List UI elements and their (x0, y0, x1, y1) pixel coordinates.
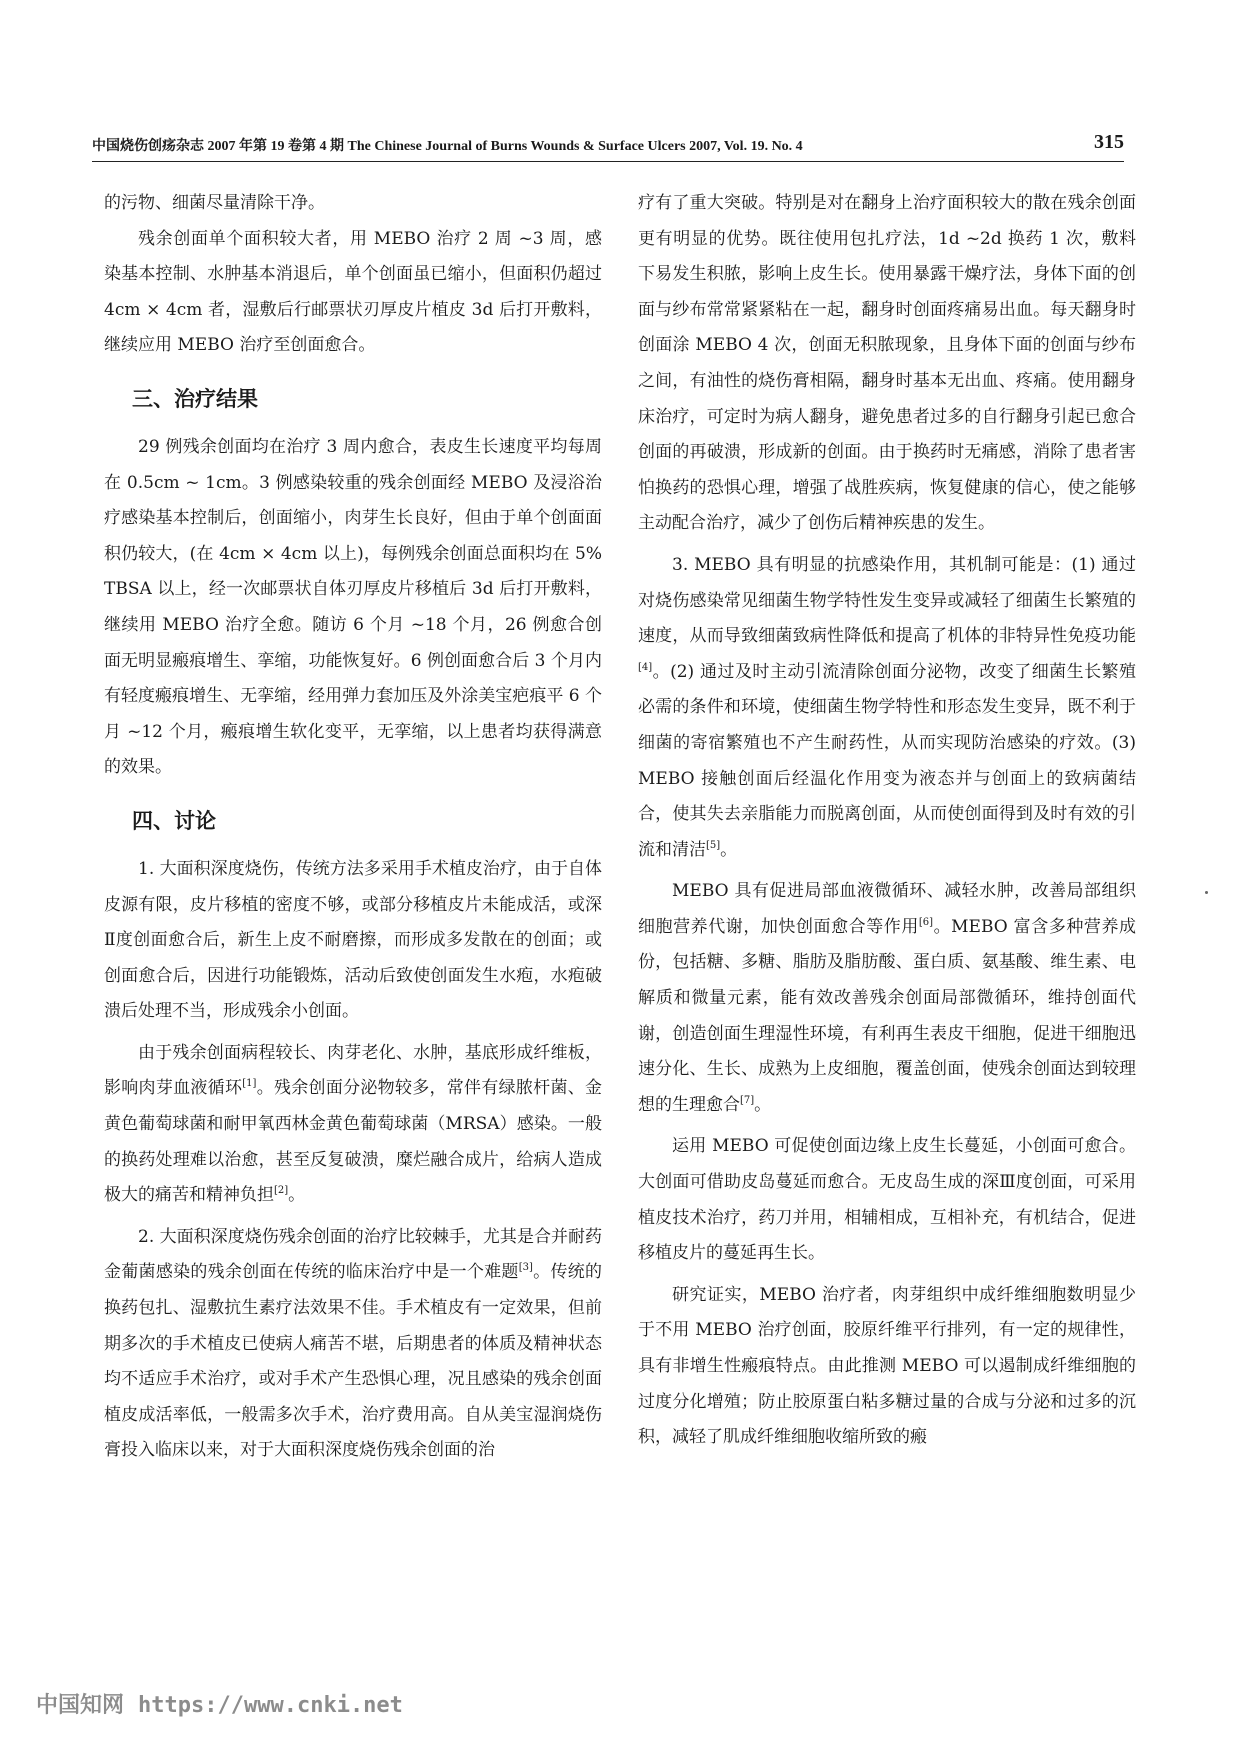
paragraph: 29 例残余创面均在治疗 3 周内愈合，表皮生长速度平均每周在 0.5cm ~ 1cm。3 例感染较重的残余创面经 MEBO 及浸浴治疗感染基本控制后，创面缩小，肉芽生长良好，但由于单个创面面积仍较大，(在 4cm × 4cm 以上)，每例残余创面总面积均在 5% TBSA 以上，经一次邮票状自体刃厚皮片移植后 3d 后打开敷料，继续用 MEBO 治疗全愈。随访 6 个月 ~18 个月，26 例愈合创面无明显瘢痕增生、挛缩，功能恢复好。6 例创面愈合后 3 个月内有轻度瘢痕增生、无挛缩，经用弹力套加压及外涂美宝疤痕平 6 个月 ~12 个月，瘢痕增生软化变平，无挛缩，以上患者均获得满意的效果。 (104, 436, 602, 778)
paragraph (104, 1036, 602, 1214)
paragraph-text: 。 (288, 1185, 306, 1206)
journal-running-head: 中国烧伤创疡杂志 2007 年第 19 卷第 4 期 The Chinese Journal of Burns Wounds & Surface Ulcers 2007, Vol. 19. No. 4 (92, 139, 803, 154)
right-column (638, 186, 1136, 1456)
margin-speck (1205, 891, 1208, 894)
paragraph: 1. 大面积深度烧伤，传统方法多采用手术植皮治疗，由于自体皮源有限，皮片移植的密度不够，或部分移植皮片未能成活，或深Ⅱ度创面愈合后，新生上皮不耐磨擦，而形成多发散在的创面；或创面愈合后，因进行功能锻炼，活动后致使创面发生水疱，水疱破溃后处理不当，形成残余小创面。 (104, 858, 602, 1022)
paragraph-text: 。传统的换药包扎、湿敷抗生素疗法效果不佳。手术植皮有一定效果，但前期多次的手术植皮已使病人痛苦不堪，后期患者的体质及精神状态均不适应手术治疗，或对手术产生恐惧心理，况且感染的残余创面植皮成活率低，一般需多次手术，治疗费用高。自从美宝湿润烧伤膏投入临床以来，对于大面积深度烧伤残余创面的治 (104, 1262, 603, 1461)
running-header (92, 133, 1124, 162)
citation-ref: [2] (274, 1185, 289, 1197)
paragraph-text: 。 (754, 1094, 772, 1115)
paragraph-text: 2. 大面积深度烧伤残余创面的治疗比较棘手，尤其是合并耐药金葡菌感染的残余创面在传统的临床治疗中是一个难题 (104, 1226, 602, 1283)
watermark-url: https://www.cnki.net (138, 1693, 403, 1718)
watermark-site-name: 中国知网 (36, 1693, 125, 1718)
left-column (104, 186, 602, 1469)
paragraph-text: MEBO 具有促进局部血液微循环、减轻水肿，改善局部组织细胞营养代谢，加快创面愈合等作用 (638, 881, 1136, 937)
citation-ref: [5] (706, 839, 721, 851)
paragraph-text: 。残余创面分泌物较多，常伴有绿脓杆菌、金黄色葡萄球菌和耐甲氧西林金黄色葡萄球菌（MRSA）感染。一般的换药处理难以治愈，甚至反复破溃，糜烂融合成片，给病人造成极大的痛苦和精神负担 (104, 1078, 603, 1206)
paragraph-text: 。 (720, 839, 738, 860)
section-heading-results: 三、治疗结果 (132, 386, 258, 411)
paragraph (638, 548, 1136, 868)
citation-ref: [1] (242, 1078, 257, 1090)
paragraph: 残余创面单个面积较大者，用 MEBO 治疗 2 周 ~3 周，感染基本控制、水肿基本消退后，单个创面虽已缩小，但面积仍超过 4cm × 4cm 者，湿敷后行邮票状刃厚皮片植皮 3d 后打开敷料，继续应用 MEBO 治疗至创面愈合。 (104, 228, 602, 356)
paragraph (104, 1220, 602, 1469)
citation-ref: [4] (638, 661, 653, 673)
section-heading-discussion: 四、讨论 (132, 808, 216, 833)
paragraph: 疗有了重大突破。特别是对在翻身上治疗面积较大的散在残余创面更有明显的优势。既往使用包扎疗法，1d ~2d 换药 1 次，敷料下易发生积脓，影响上皮生长。使用暴露干燥疗法，身体下面的创面与纱布常常紧紧粘在一起，翻身时创面疼痛易出血。每天翻身时创面涂 MEBO 4 次，创面无积脓现象，且身体下面的创面与纱布之间，有油性的烧伤膏相隔，翻身时基本无出血、疼痛。使用翻身床治疗，可定时为病人翻身，避免患者过多的自行翻身引起已愈合创面的再破溃，形成新的创面。由于换药时无痛感，消除了患者害怕换药的恐惧心理，增强了战胜疾病，恢复健康的信心，使之能够主动配合治疗，减少了创伤后精神疾患的发生。 (638, 193, 1136, 534)
paragraph-text: 。(2) 通过及时主动引流清除创面分泌物，改变了细菌生长繁殖必需的条件和环境，使细菌生物学特性和形态发生变异，既不利于细菌的寄宿繁殖也不产生耐药性，从而实现防治感染的疗效。(3) MEBO 接触创面后经温化作用变为液态并与创面上的致病菌结合，使其失去亲脂能力而脱离创面，从而使创面得到及时有效的引流和清洁 (638, 661, 1136, 860)
paragraph-text: 3. MEBO 具有明显的抗感染作用，其机制可能是：(1) 通过对烧伤感染常见细菌生物学特性发生变异或减轻了细菌生长繁殖的速度，从而导致细菌致病性降低和提高了机体的非特异性免疫功能 (638, 554, 1136, 647)
paragraph-text: 由于残余创面病程较长、肉芽老化、水肿，基底形成纤维板，影响肉芽血液循环 (104, 1042, 602, 1099)
paragraph: 研究证实，MEBO 治疗者，肉芽组织中成纤维细胞数明显少于不用 MEBO 治疗创面，胶原纤维平行排列，有一定的规律性，具有非增生性瘢痕特点。由此推测 MEBO 可以遏制成纤维细胞的过度分化增殖；防止胶原蛋白粘多糖过量的合成与分泌和过多的沉积，减轻了肌成纤维细胞收缩所致的瘢 (638, 1284, 1136, 1448)
paragraph: 的污物、细菌尽量清除干净。 (104, 193, 325, 213)
citation-ref: [6] (918, 916, 934, 928)
paragraph (638, 874, 1136, 1123)
citation-ref: [7] (740, 1094, 755, 1106)
paragraph: 运用 MEBO 可促使创面边缘上皮生长蔓延，小创面可愈合。大创面可借助皮岛蔓延而愈合。无皮岛生成的深Ⅲ度创面，可采用植皮技术治疗，药刀并用，相辅相成，互相补充，有机结合，促进移植皮片的蔓延再生长。 (638, 1136, 1136, 1264)
cnki-watermark (36, 1688, 403, 1719)
citation-ref: [3] (518, 1262, 533, 1274)
paragraph-text: 。MEBO 富含多种营养成份，包括糖、多糖、脂肪及脂肪酸、蛋白质、氨基酸、维生素、电解质和微量元素，能有效改善残余创面局部微循环，维持创面代谢，创造创面生理湿性环境，有利再生表皮干细胞，促进干细胞迅速分化、生长、成熟为上皮细胞，覆盖创面，使残余创面达到较理想的生理愈合 (638, 916, 1137, 1115)
page-number: 315 (1094, 131, 1124, 153)
